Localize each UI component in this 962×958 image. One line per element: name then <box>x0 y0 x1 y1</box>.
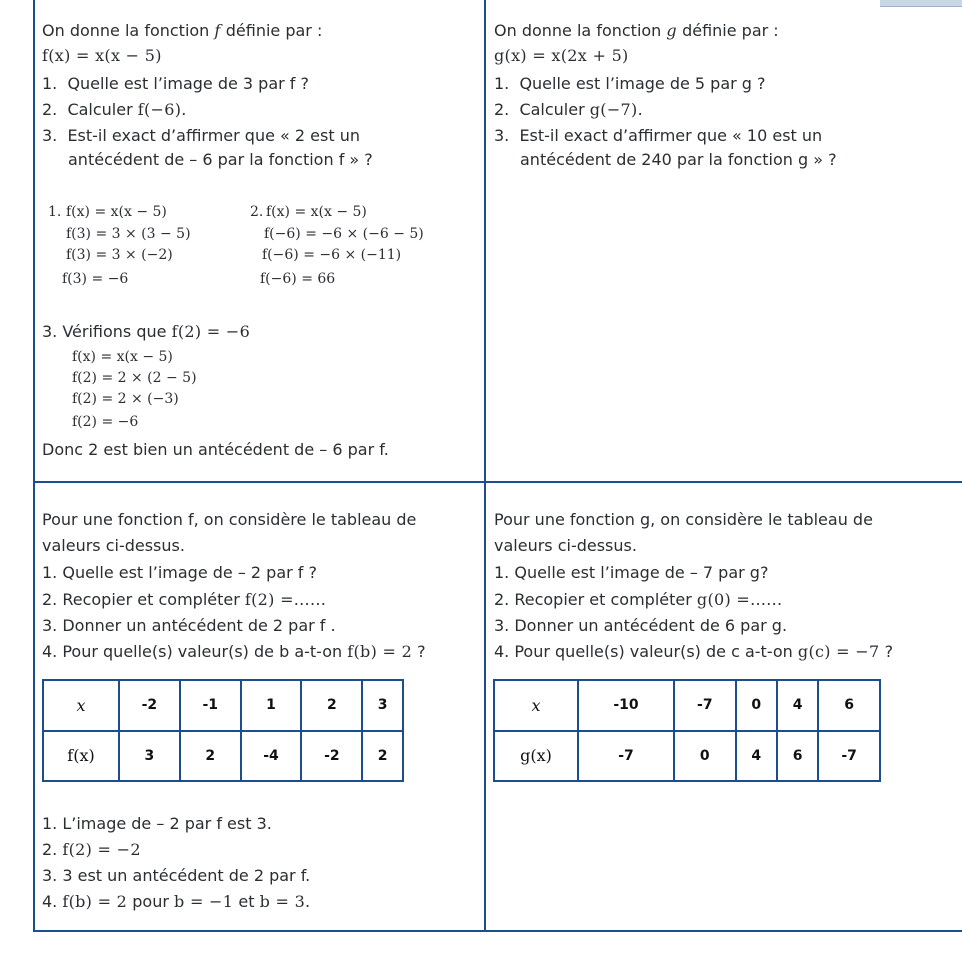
ex3-answer-2 <box>42 840 141 860</box>
ex1-question-1 <box>42 74 309 94</box>
ex4-value-table <box>493 679 881 782</box>
ex4-intro-2: valeurs ci-dessus. <box>494 536 637 555</box>
table-cell: 3 <box>362 680 403 731</box>
table-cell: -7 <box>674 680 736 731</box>
q-text: Quelle est l’image de 5 par g ? <box>519 74 766 93</box>
ex1-sol3-line: f(2) = 2 × (2 − 5) <box>72 370 197 386</box>
q-num: 2. <box>494 100 510 119</box>
table-row <box>494 680 880 731</box>
q-text: Quelle est l’image de 3 par f ? <box>67 74 310 93</box>
q-expr: f(b) = 2 <box>347 642 413 661</box>
q-text: Calculer <box>519 100 585 119</box>
ex4-question-2 <box>494 590 782 610</box>
table-cell: 1 <box>241 680 302 731</box>
table-cell: 6 <box>777 731 818 782</box>
q-text: Est-il exact d’affirmer que « 10 est un <box>519 126 823 145</box>
ex3-question-2 <box>42 590 326 610</box>
table-row <box>43 731 403 782</box>
ex3-question-3: 3. Donner un antécédent de 2 par f . <box>42 616 336 635</box>
a-num: 4. <box>42 892 58 911</box>
a-text: et <box>238 892 255 911</box>
q-expr: f(−6). <box>137 100 187 119</box>
q-text: 4. Pour quelle(s) valeur(s) de b a-t-on <box>42 642 343 661</box>
ex3-answer-1: 1. L’image de – 2 par f est 3. <box>42 814 272 833</box>
q-text: ? <box>417 642 426 661</box>
table-cell: 4 <box>736 731 777 782</box>
table-header-cell: g(x) <box>494 731 578 782</box>
ex1-sol2-line: f(−6) = −6 × (−11) <box>262 247 402 263</box>
ex2-question-3-cont: antécédent de 240 par la fonction g » ? <box>520 150 837 169</box>
q-text: ? <box>884 642 894 661</box>
ex1-sol1-line: f(x) = x(x − 5) <box>66 204 167 220</box>
q-expr: g(−7). <box>589 100 643 119</box>
ex1-intro-line <box>42 21 322 41</box>
ex4-intro-1: Pour une fonction g, on considère le tableau de <box>494 510 873 529</box>
ex3-answer-4 <box>42 892 310 912</box>
sol3-heading-text: 3. Vérifions que <box>42 322 167 341</box>
a-expr: b = −1 <box>174 892 234 911</box>
q-text: 2. Recopier et compléter <box>42 590 240 609</box>
q-expr: g(0) =...... <box>696 590 783 609</box>
ex2-function-name: g <box>666 21 677 40</box>
table-cell: -7 <box>818 731 880 782</box>
table-row <box>494 731 880 782</box>
ex1-sol3-line: f(2) = 2 × (−3) <box>72 391 179 407</box>
table-cell: -2 <box>119 680 180 731</box>
ex1-sol2-line: f(x) = x(x − 5) <box>266 204 367 220</box>
q-text: Calculer <box>67 100 133 119</box>
q-expr: g(c) = −7 <box>797 642 880 661</box>
ex3-question-1: 1. Quelle est l’image de – 2 par f ? <box>42 563 318 582</box>
ex1-sol2-num: 2. <box>250 204 264 220</box>
table-cell: 3 <box>119 731 180 782</box>
ex2-defined: définie par : <box>682 21 779 40</box>
ex1-question-3 <box>42 126 360 146</box>
table-header-cell: f(x) <box>43 731 119 782</box>
ex1-sol3-line: f(x) = x(x − 5) <box>72 349 173 365</box>
q-num: 3. <box>494 126 510 145</box>
a-expr: f(2) = −2 <box>62 840 141 859</box>
q-text: Est-il exact d’affirmer que « 2 est un <box>67 126 360 145</box>
ex1-conclusion: Donc 2 est bien un antécédent de – 6 par f. <box>42 440 389 459</box>
table-cell: 2 <box>301 680 362 731</box>
table-cell: 4 <box>777 680 818 731</box>
ex3-intro-1: Pour une fonction f, on considère le tableau de <box>42 510 417 529</box>
ex1-sol1-line: f(3) = −6 <box>62 271 129 287</box>
ex1-sol1-num: 1. <box>48 204 62 220</box>
ex4-question-3: 3. Donner un antécédent de 6 par g. <box>494 616 788 635</box>
ex1-sol2-line: f(−6) = 66 <box>260 271 336 287</box>
q-expr: f(2) =...... <box>244 590 327 609</box>
ex1-intro: On donne la fonction <box>42 21 210 40</box>
ex1-question-2 <box>42 100 187 120</box>
table-cell: 2 <box>180 731 241 782</box>
ex1-sol2-line: f(−6) = −6 × (−6 − 5) <box>264 226 424 242</box>
border-left <box>33 0 35 932</box>
ex1-question-3-cont: antécédent de – 6 par la fonction f » ? <box>68 150 373 169</box>
ex1-sol3-heading <box>42 322 250 342</box>
ex3-value-table <box>42 679 404 782</box>
ex3-intro-2: valeurs ci-dessus. <box>42 536 185 555</box>
ex1-sol1-line: f(3) = 3 × (−2) <box>66 247 173 263</box>
a-num: 2. <box>42 840 58 859</box>
table-cell: 2 <box>362 731 403 782</box>
ex4-question-1: 1. Quelle est l’image de – 7 par g? <box>494 563 769 582</box>
table-header-cell: x <box>43 680 119 731</box>
table-header-cell: x <box>494 680 578 731</box>
divider-horizontal <box>33 481 962 483</box>
table-cell: 6 <box>818 680 880 731</box>
a-expr: f(b) = 2 <box>62 892 128 911</box>
ex1-function-name: f <box>214 21 221 40</box>
table-cell: -1 <box>180 680 241 731</box>
q-text: 2. Recopier et compléter <box>494 590 692 609</box>
a-expr: b = 3. <box>259 892 311 911</box>
ex4-question-4 <box>494 642 893 662</box>
q-num: 2. <box>42 100 58 119</box>
a-text: pour <box>132 892 169 911</box>
table-cell: 0 <box>674 731 736 782</box>
ex2-intro: On donne la fonction <box>494 21 662 40</box>
divider-vertical <box>484 0 486 932</box>
ex1-defined: définie par : <box>225 21 323 40</box>
ex1-definition: f(x) = x(x − 5) <box>42 46 162 65</box>
ex3-question-4 <box>42 642 426 662</box>
ex2-question-3 <box>494 126 822 146</box>
top-edge-decoration <box>880 0 962 7</box>
q-num: 1. <box>494 74 510 93</box>
table-cell: -4 <box>241 731 302 782</box>
border-bottom <box>33 930 962 932</box>
ex3-answer-3: 3. 3 est un antécédent de 2 par f. <box>42 866 311 885</box>
table-row <box>43 680 403 731</box>
table-cell: -7 <box>578 731 674 782</box>
ex2-definition: g(x) = x(2x + 5) <box>494 46 629 65</box>
q-num: 1. <box>42 74 58 93</box>
ex1-sol3-line: f(2) = −6 <box>72 414 139 430</box>
table-cell: -2 <box>301 731 362 782</box>
q-num: 3. <box>42 126 58 145</box>
sol3-heading-expr: f(2) = −6 <box>171 322 251 341</box>
table-cell: 0 <box>736 680 777 731</box>
ex2-question-2 <box>494 100 643 120</box>
ex1-sol1-line: f(3) = 3 × (3 − 5) <box>66 226 191 242</box>
ex2-intro-line <box>494 21 779 41</box>
q-text: 4. Pour quelle(s) valeur(s) de c a-t-on <box>494 642 793 661</box>
ex2-question-1 <box>494 74 766 94</box>
table-cell: -10 <box>578 680 674 731</box>
